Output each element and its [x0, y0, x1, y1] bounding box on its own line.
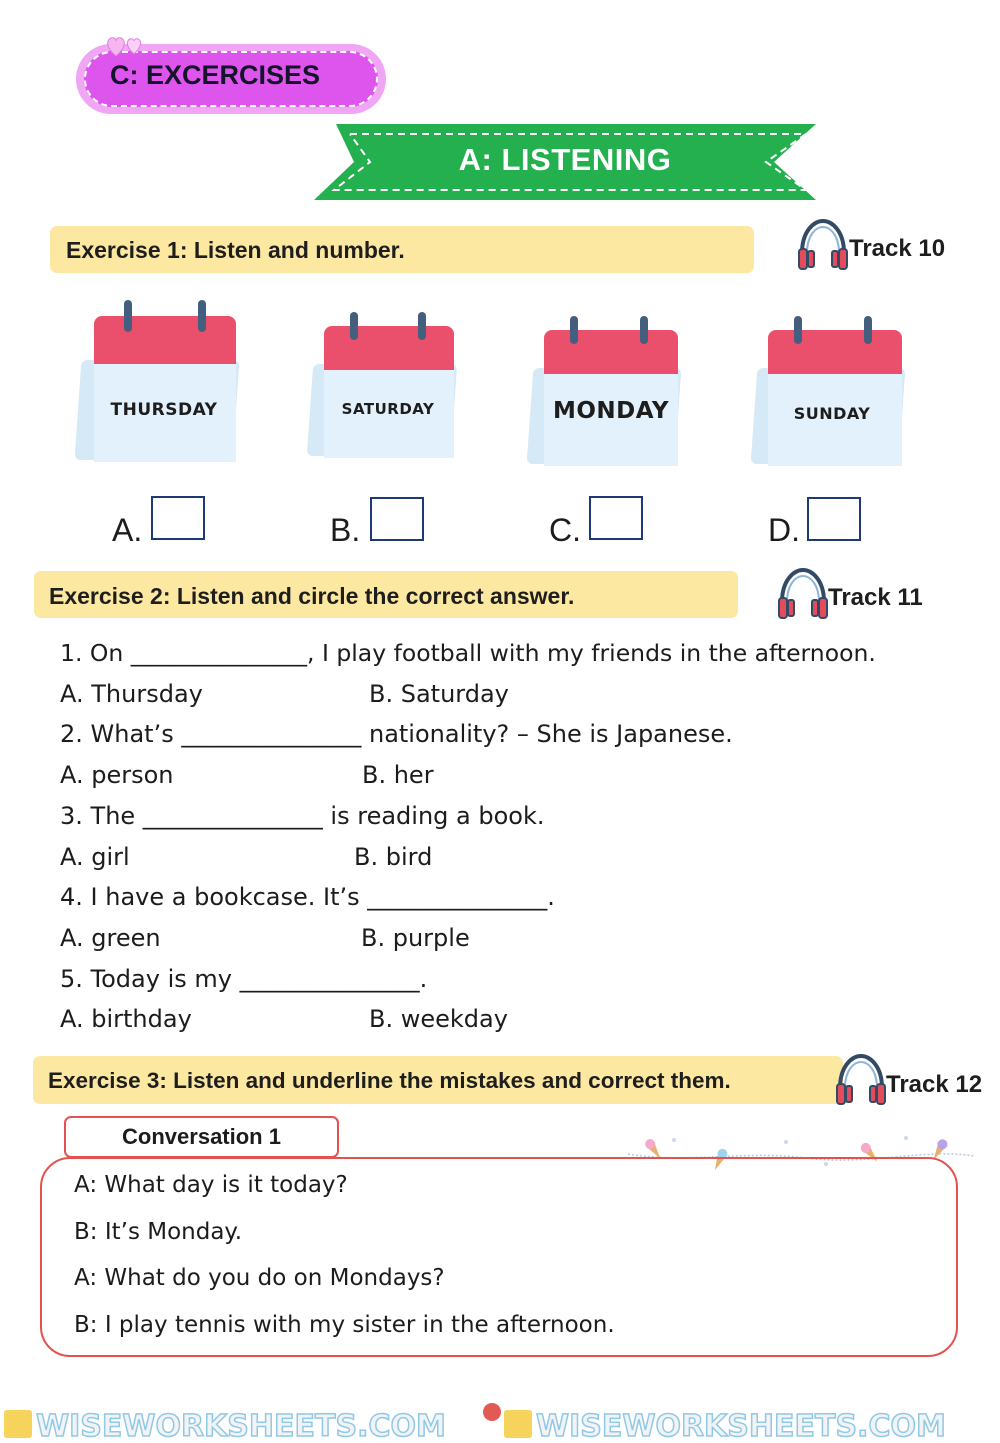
calendar-thursday	[78, 300, 238, 464]
answer-box-c[interactable]	[589, 496, 643, 540]
calendar-day-label: MONDAY	[552, 398, 670, 424]
calendar-day-label: THURSDAY	[110, 400, 218, 420]
track-10-label: Track 10	[849, 235, 946, 262]
hearts-icon	[104, 34, 148, 58]
headphones-icon	[796, 217, 850, 273]
answer-box-b[interactable]	[370, 497, 424, 541]
option-d-letter: D.	[768, 512, 800, 548]
section-title: C: EXCERCISES	[110, 60, 321, 90]
conversation-title: Conversation 1	[122, 1124, 281, 1149]
question-4-option-a[interactable]: A. green	[60, 924, 161, 952]
question-4: 4. I have a bookcase. It’s _______________.	[60, 883, 555, 911]
question-3-option-b[interactable]: B. bird	[354, 843, 433, 871]
question-2: 2. What’s _______________ nationality? – She is Japanese.	[60, 720, 733, 748]
exercise3-title: Exercise 3: Listen and underline the mistakes and correct them.	[48, 1068, 731, 1093]
watermark-text-1: WISEWORKSHEETS.COM	[36, 1409, 446, 1443]
calendar-day-label: SUNDAY	[793, 404, 871, 423]
calendar-saturday	[310, 312, 456, 458]
calendar-monday	[530, 316, 680, 466]
question-5-option-a[interactable]: A. birthday	[60, 1005, 192, 1033]
watermark-text-2: WISEWORKSHEETS.COM	[536, 1409, 946, 1443]
conversation-line: B: I play tennis with my sister in the afternoon.	[74, 1312, 615, 1338]
exercise1-title: Exercise 1: Listen and number.	[66, 237, 405, 263]
question-2-option-b[interactable]: B. her	[362, 761, 434, 789]
track-12-label: Track 12	[886, 1071, 983, 1098]
option-b-letter: B.	[330, 512, 361, 548]
answer-box-d[interactable]	[807, 497, 861, 541]
question-5-option-b[interactable]: B. weekday	[369, 1005, 508, 1033]
calendar-day-label: SATURDAY	[341, 400, 435, 418]
question-1: 1. On _______________, I play football with my friends in the afternoon.	[60, 639, 876, 667]
option-a-letter: A.	[112, 512, 143, 548]
question-4-option-b[interactable]: B. purple	[361, 924, 470, 952]
question-2-option-a[interactable]: A. person	[60, 761, 174, 789]
conversation-line: A: What do you do on Mondays?	[74, 1265, 445, 1291]
option-c-letter: C.	[549, 512, 581, 548]
calendar-sunday	[754, 316, 904, 466]
headphones-icon	[776, 566, 830, 622]
answer-box-a[interactable]	[151, 496, 205, 540]
exercise2-title: Exercise 2: Listen and circle the correct answer.	[49, 583, 575, 609]
question-1-option-a[interactable]: A. Thursday	[60, 680, 203, 708]
track-11-label: Track 11	[828, 584, 923, 611]
question-1-option-b[interactable]: B. Saturday	[369, 680, 509, 708]
wiseworksheets-watermark	[0, 1398, 1000, 1443]
question-3: 3. The _______________ is reading a book.	[60, 802, 545, 830]
listening-title: A: LISTENING	[458, 142, 672, 177]
conversation-line: A: What day is it today?	[74, 1172, 348, 1198]
question-3-option-a[interactable]: A. girl	[60, 843, 130, 871]
question-5: 5. Today is my _______________.	[60, 965, 428, 993]
conversation-line: B: It’s Monday.	[74, 1219, 243, 1245]
headphones-icon	[834, 1052, 888, 1108]
